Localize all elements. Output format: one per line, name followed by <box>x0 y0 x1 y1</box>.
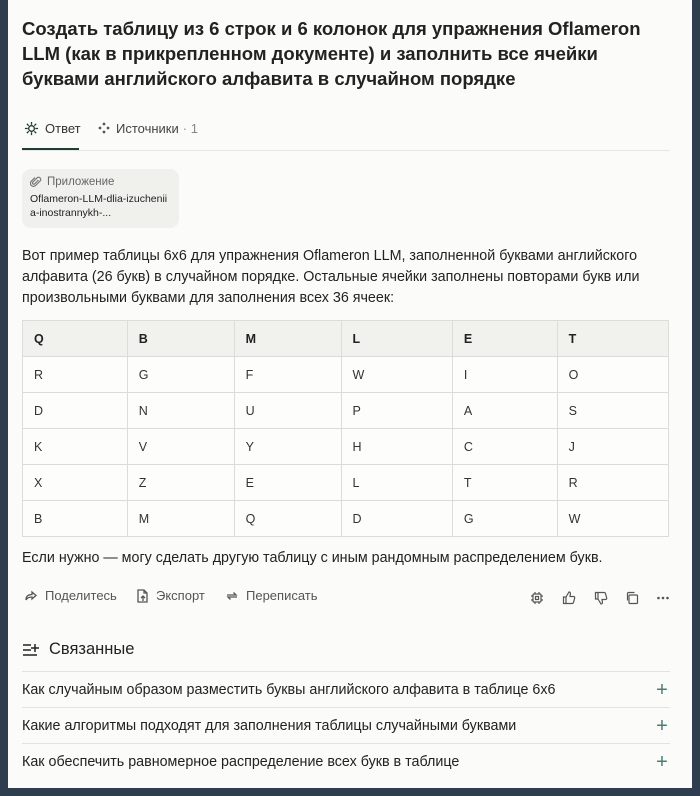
table-cell: W <box>341 357 452 393</box>
related-item[interactable] <box>22 707 670 743</box>
table-header-row <box>23 321 669 357</box>
table-cell: W <box>557 501 668 537</box>
share-button[interactable] <box>24 588 117 603</box>
paperclip-icon <box>30 176 42 188</box>
table-cell: E <box>234 465 341 501</box>
table-cell: G <box>127 357 234 393</box>
plus-icon[interactable]: + <box>656 714 668 737</box>
table-cell: G <box>452 501 557 537</box>
export-label: Экспорт <box>156 588 205 603</box>
table-cell: R <box>23 357 128 393</box>
tab-bar <box>22 118 670 151</box>
table-cell: J <box>557 429 668 465</box>
export-icon <box>136 589 149 603</box>
table-row <box>23 429 669 465</box>
rewrite-button[interactable] <box>225 588 318 603</box>
question-title-part: 6 <box>297 18 308 39</box>
tab-answer[interactable] <box>24 118 81 138</box>
table-cell: Q <box>234 501 341 537</box>
table-header-cell: B <box>127 321 234 357</box>
attachment-card[interactable] <box>22 169 179 228</box>
tab-sources[interactable] <box>98 118 198 138</box>
table-cell: R <box>557 465 668 501</box>
table-cell: I <box>452 357 557 393</box>
table-cell: P <box>341 393 452 429</box>
share-label: Поделитесь <box>45 588 117 603</box>
rewrite-icon <box>225 589 239 603</box>
table-header-cell: Q <box>23 321 128 357</box>
table-cell: M <box>127 501 234 537</box>
question-title-part: (как в прикрепленном документе) и заполнить все ячейки буквами английского алфавита в случайном порядке <box>22 43 598 89</box>
export-button[interactable] <box>136 588 205 603</box>
table-cell: U <box>234 393 341 429</box>
table-cell: V <box>127 429 234 465</box>
share-icon <box>24 589 38 603</box>
copy-icon[interactable] <box>623 589 641 607</box>
question-title-part: 6 <box>209 18 220 39</box>
table-header-cell: L <box>341 321 452 357</box>
question-title-part: Oflameron LLM <box>22 18 641 64</box>
table-cell: H <box>341 429 452 465</box>
table-cell: D <box>341 501 452 537</box>
tab-sources-count: · 1 <box>182 120 198 136</box>
table-cell: K <box>23 429 128 465</box>
thumbs-down-icon[interactable] <box>592 589 610 607</box>
question-title <box>22 16 662 91</box>
table-cell: D <box>23 393 128 429</box>
related-title: Связанные <box>49 640 135 658</box>
table-cell: L <box>341 465 452 501</box>
table-row <box>23 393 669 429</box>
question-title-part: строк и <box>219 18 298 39</box>
tab-sources-label: Источники <box>116 120 179 136</box>
table-header-cell: M <box>234 321 341 357</box>
rewrite-label: Переписать <box>246 588 318 603</box>
active-tab-indicator <box>22 148 79 150</box>
plus-icon[interactable]: + <box>656 678 668 701</box>
attachment-filename: Oflameron-LLM-dlia-izucheniia-inostrannykh-... <box>30 193 168 219</box>
table-body <box>23 357 669 537</box>
related-list <box>22 671 670 779</box>
related-item-text: Как случайным образом разместить буквы английского алфавита в таблице 6х6 <box>22 681 556 698</box>
table-row <box>23 357 669 393</box>
table-cell: B <box>23 501 128 537</box>
sources-icon <box>98 122 110 134</box>
plus-icon[interactable]: + <box>656 750 668 773</box>
more-options-icon[interactable] <box>654 589 672 607</box>
related-item-text: Как обеспечить равномерное распределение всех букв в таблице <box>22 753 460 770</box>
table-row <box>23 465 669 501</box>
table-cell: X <box>23 465 128 501</box>
table-cell: C <box>452 429 557 465</box>
table-cell: S <box>557 393 668 429</box>
table-row <box>23 501 669 537</box>
table-cell: T <box>452 465 557 501</box>
answer-icon <box>24 121 39 136</box>
thumbs-up-icon[interactable] <box>560 589 578 607</box>
related-item-text: Какие алгоритмы подходят для заполнения таблицы случайными буквами <box>22 717 517 734</box>
table-cell: Y <box>234 429 341 465</box>
related-item[interactable] <box>22 671 670 707</box>
answer-outro: Если нужно — могу сделать другую таблицу с иным рандомным распределением букв. <box>22 550 603 566</box>
table-header-cell: T <box>557 321 668 357</box>
answer-actions <box>22 588 672 608</box>
table-cell: A <box>452 393 557 429</box>
chip-icon[interactable] <box>528 589 546 607</box>
table-cell: F <box>234 357 341 393</box>
related-item[interactable] <box>22 743 670 779</box>
table-header-cell: E <box>452 321 557 357</box>
question-title-part: Создать таблицу из <box>22 18 210 39</box>
table-cell: Z <box>127 465 234 501</box>
answer-intro: Вот пример таблицы 6х6 для упражнения Oflameron LLM, заполненной буквами английского алфавита (26 букв) в случайном порядке. Остальные ячейки заполнены повторами букв или произвольными буквами для заполнения всех 36 ячеек: <box>22 248 640 306</box>
attachment-label: Приложение <box>47 176 115 188</box>
answer-page <box>8 0 692 788</box>
question-title-part: колонок для упражнения <box>307 18 549 39</box>
attachment-header <box>30 176 171 188</box>
table-cell: N <box>127 393 234 429</box>
table-cell: O <box>557 357 668 393</box>
letters-table <box>22 320 669 537</box>
list-plus-icon <box>22 643 39 657</box>
related-header <box>22 640 134 659</box>
tab-answer-label: Ответ <box>45 120 81 136</box>
